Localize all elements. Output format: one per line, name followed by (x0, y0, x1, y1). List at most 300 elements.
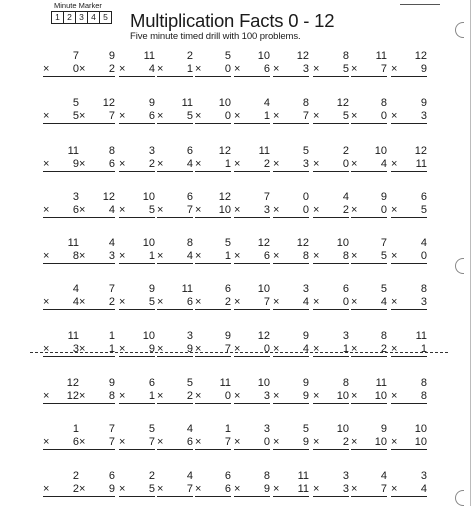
problem-multiplier: 2 (186, 390, 193, 402)
page-edge (470, 0, 471, 506)
problem-multiplier-row (195, 63, 231, 77)
multiplication-problem (391, 377, 427, 404)
multiply-sign: × (391, 204, 398, 216)
problem-multiplier-row (313, 110, 349, 124)
problem-multiplier-row (157, 390, 193, 404)
multiply-sign: × (119, 436, 126, 448)
multiply-sign: × (351, 158, 358, 170)
minute-marker-box[interactable]: 4 (87, 12, 99, 23)
multiplication-problem (391, 330, 427, 357)
problem-multiplier-row (79, 343, 115, 357)
problem-multiplicand: 10 (257, 377, 270, 389)
problem-multiplier-row (119, 343, 155, 357)
problem-multiplier: 5 (186, 110, 193, 122)
problem-multiplier-row (157, 343, 193, 357)
problem-multiplicand: 10 (414, 423, 427, 435)
multiplication-problem (273, 145, 309, 172)
problem-multiplicand: 4 (420, 237, 427, 249)
problem-multiplicand: 3 (72, 191, 79, 203)
problem-multiplicand: 1 (72, 423, 79, 435)
minute-marker-box[interactable]: 1 (55, 12, 60, 22)
problem-multiplicand: 6 (148, 377, 155, 389)
problem-multiplier: 9 (302, 436, 309, 448)
problem-multiplier: 3 (420, 110, 427, 122)
problem-multiplier-row (119, 204, 155, 218)
problem-multiplier-row (391, 158, 427, 172)
problem-multiplier-row (273, 110, 309, 124)
problem-multiplier: 6 (108, 158, 115, 170)
problem-multiplier: 10 (218, 204, 231, 216)
problem-multiplicand: 7 (72, 50, 79, 62)
problem-multiplier-row (351, 110, 387, 124)
multiplication-problem (273, 97, 309, 124)
multiply-sign: × (157, 296, 164, 308)
multiply-sign: × (351, 250, 358, 262)
problem-multiplicand: 11 (67, 145, 79, 157)
problem-multiplicand: 2 (148, 470, 155, 482)
multiplication-problem (43, 330, 79, 357)
problem-multiplier: 2 (342, 204, 349, 216)
problem-multiplier: 1 (342, 343, 349, 355)
problem-multiplier: 3 (263, 204, 270, 216)
problem-multiplier: 1 (148, 390, 155, 402)
multiplication-problem (79, 50, 115, 77)
multiplication-problem (313, 377, 349, 404)
multiply-sign: × (273, 158, 280, 170)
problem-multiplier: 4 (148, 63, 155, 75)
multiply-sign: × (234, 63, 241, 75)
problem-multiplicand: 0 (302, 191, 309, 203)
problem-multiplier: 7 (302, 110, 309, 122)
problem-multiplier: 8 (342, 250, 349, 262)
multiply-sign: × (273, 390, 280, 402)
problem-multiplicand: 10 (257, 283, 270, 295)
problem-multiplicand: 6 (186, 145, 193, 157)
problem-multiplier-row (351, 204, 387, 218)
multiplication-problem (195, 423, 231, 450)
multiplication-problem (79, 145, 115, 172)
problem-multiplicand: 8 (380, 330, 387, 342)
problem-multiplicand: 12 (414, 145, 427, 157)
problem-multiplier-row (391, 343, 427, 357)
problem-multiplier-row (119, 250, 155, 264)
problem-multiplier: 3 (302, 63, 309, 75)
multiplication-problem (195, 283, 231, 310)
problem-multiplier: 6 (263, 63, 270, 75)
multiplication-problem (157, 50, 193, 77)
problem-multiplier-row (79, 63, 115, 77)
multiply-sign: × (273, 63, 280, 75)
multiplication-problem (391, 97, 427, 124)
multiplication-problem (273, 237, 309, 264)
multiply-sign: × (351, 204, 358, 216)
multiply-sign: × (313, 343, 320, 355)
problem-multiplicand: 11 (375, 50, 387, 62)
problem-multiplicand: 8 (302, 97, 309, 109)
multiply-sign: × (43, 343, 50, 355)
multiplication-problem (273, 423, 309, 450)
problem-multiplier: 4 (302, 296, 309, 308)
problem-multiplier-row (119, 63, 155, 77)
multiply-sign: × (119, 390, 126, 402)
multiply-sign: × (119, 158, 126, 170)
multiplication-problem (43, 283, 79, 310)
multiplication-problem (273, 470, 309, 497)
problem-multiplier: 1 (224, 158, 231, 170)
problem-multiplicand: 12 (257, 237, 270, 249)
problem-multiplicand: 11 (258, 145, 270, 157)
multiply-sign: × (234, 483, 241, 495)
problem-multiplicand: 2 (186, 50, 193, 62)
problem-multiplier: 8 (420, 390, 427, 402)
problem-multiplicand: 12 (414, 50, 427, 62)
multiply-sign: × (234, 390, 241, 402)
problem-multiplier: 3 (108, 250, 115, 262)
problem-multiplier: 8 (108, 390, 115, 402)
problem-multiplier-row (273, 250, 309, 264)
problem-multiplicand: 7 (263, 191, 270, 203)
problem-multiplier: 2 (342, 436, 349, 448)
problem-multiplier-row (157, 483, 193, 497)
problem-multiplier-row (79, 390, 115, 404)
corner-line (400, 0, 440, 5)
problem-multiplier: 7 (380, 63, 387, 75)
minute-marker-boxes (51, 11, 112, 24)
problem-multiplier-row (119, 483, 155, 497)
multiply-sign: × (79, 250, 86, 262)
multiplication-problem (195, 470, 231, 497)
problem-multiplier: 5 (148, 296, 155, 308)
problem-multiplicand: 4 (186, 423, 193, 435)
problem-multiplicand: 9 (420, 97, 427, 109)
multiplication-problem (351, 97, 387, 124)
multiplication-problem (195, 145, 231, 172)
multiplication-problem (79, 423, 115, 450)
problem-multiplier: 7 (224, 343, 231, 355)
problem-multiplier-row (43, 436, 79, 450)
problem-multiplicand: 7 (380, 237, 387, 249)
problem-multiplier: 7 (263, 296, 270, 308)
problem-multiplicand: 12 (66, 377, 79, 389)
multiply-sign: × (273, 296, 280, 308)
problem-multiplicand: 6 (224, 283, 231, 295)
problem-multiplier-row (79, 250, 115, 264)
multiply-sign: × (43, 110, 50, 122)
problem-multiplicand: 11 (181, 97, 193, 109)
problem-multiplier: 9 (108, 483, 115, 495)
multiply-sign: × (119, 343, 126, 355)
problem-multiplier-row (313, 63, 349, 77)
problem-multiplicand: 8 (186, 237, 193, 249)
problem-multiplier-row (234, 296, 270, 310)
problem-multiplier-row (195, 483, 231, 497)
problem-multiplicand: 2 (342, 145, 349, 157)
minute-marker-box[interactable]: 5 (99, 12, 111, 23)
problem-multiplicand: 3 (148, 145, 155, 157)
problem-multiplier-row (195, 343, 231, 357)
problem-multiplier: 1 (420, 343, 427, 355)
problem-multiplier: 4 (380, 296, 387, 308)
problem-multiplier: 3 (263, 390, 270, 402)
page-subtitle: Five minute timed drill with 100 problems. (130, 31, 301, 42)
problem-multiplier-row (273, 390, 309, 404)
problem-multiplier: 4 (302, 343, 309, 355)
problem-multiplier-row (313, 204, 349, 218)
problem-multiplicand: 11 (143, 50, 155, 62)
problem-multiplier-row (351, 343, 387, 357)
problem-multiplicand: 7 (108, 423, 115, 435)
multiply-sign: × (195, 204, 202, 216)
multiply-sign: × (119, 483, 126, 495)
multiplication-problem (195, 377, 231, 404)
problem-multiplier-row (313, 158, 349, 172)
problem-multiplier: 7 (380, 483, 387, 495)
problem-multiplicand: 10 (374, 145, 387, 157)
problem-multiplier-row (391, 483, 427, 497)
problem-multiplier: 6 (148, 110, 155, 122)
multiplication-problem (351, 330, 387, 357)
multiplication-problem (313, 237, 349, 264)
problem-multiplier: 0 (342, 158, 349, 170)
multiplication-problem (157, 377, 193, 404)
multiply-sign: × (79, 63, 86, 75)
problem-multiplier: 9 (148, 343, 155, 355)
multiply-sign: × (313, 110, 320, 122)
margin-arc-icon (455, 22, 464, 38)
problem-multiplier: 5 (380, 250, 387, 262)
problem-multiplier-row (313, 250, 349, 264)
problem-multiplicand: 11 (375, 377, 387, 389)
multiply-sign: × (234, 110, 241, 122)
problem-multiplicand: 9 (108, 50, 115, 62)
problem-multiplicand: 6 (420, 191, 427, 203)
problem-multiplier: 5 (72, 110, 79, 122)
problem-multiplier: 11 (415, 158, 427, 170)
multiply-sign: × (195, 483, 202, 495)
multiply-sign: × (157, 250, 164, 262)
problem-multiplier-row (79, 296, 115, 310)
problem-multiplier: 4 (420, 483, 427, 495)
multiply-sign: × (313, 250, 320, 262)
multiplication-problem (391, 191, 427, 218)
problem-multiplier: 7 (186, 483, 193, 495)
problem-multiplier-row (234, 63, 270, 77)
problem-multiplier-row (79, 204, 115, 218)
problem-multiplier-row (119, 110, 155, 124)
problem-multiplicand: 4 (342, 191, 349, 203)
multiply-sign: × (157, 343, 164, 355)
problem-multiplicand: 5 (72, 97, 79, 109)
minute-marker-label: Minute Marker (54, 1, 102, 10)
problem-multiplier-row (234, 204, 270, 218)
multiplication-problem (119, 283, 155, 310)
problem-multiplier-row (313, 390, 349, 404)
multiply-sign: × (157, 110, 164, 122)
problem-multiplicand: 8 (420, 283, 427, 295)
problem-multiplicand: 11 (297, 470, 309, 482)
multiply-sign: × (351, 110, 358, 122)
multiply-sign: × (157, 436, 164, 448)
problem-multiplicand: 11 (415, 330, 427, 342)
problem-multiplicand: 9 (380, 423, 387, 435)
problem-multiplier: 8 (72, 250, 79, 262)
problem-multiplicand: 4 (263, 97, 270, 109)
problem-multiplier-row (119, 436, 155, 450)
problem-multiplicand: 9 (108, 377, 115, 389)
problem-multiplier-row (351, 436, 387, 450)
problem-multiplier: 0 (420, 250, 427, 262)
multiply-sign: × (313, 158, 320, 170)
multiply-sign: × (313, 483, 320, 495)
multiply-sign: × (391, 483, 398, 495)
problem-multiplier-row (234, 250, 270, 264)
multiplication-problem (157, 145, 193, 172)
problem-multiplicand: 3 (302, 283, 309, 295)
multiply-sign: × (43, 250, 50, 262)
problem-multiplicand: 6 (342, 283, 349, 295)
multiplication-problem (79, 330, 115, 357)
multiplication-problem (234, 50, 270, 77)
problem-multiplier: 0 (380, 204, 387, 216)
problem-multiplier: 2 (224, 296, 231, 308)
problem-multiplier: 0 (263, 436, 270, 448)
multiplication-problem (313, 50, 349, 77)
multiplication-problem (195, 97, 231, 124)
multiplication-problem (43, 191, 79, 218)
problem-multiplier-row (234, 158, 270, 172)
multiply-sign: × (119, 63, 126, 75)
multiplication-problem (157, 423, 193, 450)
minute-marker-box[interactable]: 3 (75, 12, 87, 23)
problem-multiplier-row (351, 296, 387, 310)
problem-multiplier: 7 (108, 436, 115, 448)
problem-multiplicand: 9 (380, 191, 387, 203)
problem-multiplier: 3 (420, 296, 427, 308)
minute-marker-box[interactable]: 2 (63, 12, 75, 23)
multiply-sign: × (273, 343, 280, 355)
problem-multiplicand: 6 (186, 191, 193, 203)
multiply-sign: × (157, 63, 164, 75)
problem-multiplier: 2 (148, 158, 155, 170)
multiply-sign: × (79, 110, 86, 122)
problem-multiplier-row (234, 110, 270, 124)
multiply-sign: × (234, 204, 241, 216)
problem-multiplicand: 9 (224, 330, 231, 342)
multiply-sign: × (43, 436, 50, 448)
multiplication-problem (157, 283, 193, 310)
problem-multiplier-row (351, 158, 387, 172)
multiply-sign: × (351, 436, 358, 448)
multiplication-problem (195, 191, 231, 218)
multiplication-problem (391, 470, 427, 497)
problem-multiplier-row (79, 483, 115, 497)
multiplication-problem (119, 145, 155, 172)
problem-multiplicand: 10 (142, 191, 155, 203)
multiply-sign: × (195, 110, 202, 122)
multiplication-problem (234, 145, 270, 172)
multiplication-problem (273, 377, 309, 404)
problem-multiplier-row (43, 483, 79, 497)
multiplication-problem (351, 470, 387, 497)
problem-multiplier: 4 (380, 158, 387, 170)
problem-multiplicand: 12 (296, 237, 309, 249)
multiply-sign: × (234, 158, 241, 170)
multiply-sign: × (273, 110, 280, 122)
problem-multiplier: 1 (186, 63, 193, 75)
problem-multiplier-row (157, 158, 193, 172)
problem-multiplier: 1 (263, 110, 270, 122)
multiply-sign: × (79, 436, 86, 448)
problem-multiplier: 1 (224, 250, 231, 262)
multiply-sign: × (119, 250, 126, 262)
problem-multiplier-row (273, 158, 309, 172)
problem-multiplier: 2 (263, 158, 270, 170)
multiply-sign: × (43, 296, 50, 308)
multiplication-problem (391, 50, 427, 77)
multiplication-problem (234, 423, 270, 450)
problem-multiplicand: 7 (108, 283, 115, 295)
multiply-sign: × (43, 158, 50, 170)
multiplication-problem (157, 237, 193, 264)
problem-multiplier: 3 (302, 158, 309, 170)
problem-multiplier: 6 (72, 436, 79, 448)
multiplication-problem (79, 470, 115, 497)
multiplication-problem (195, 330, 231, 357)
problem-multiplicand: 9 (148, 283, 155, 295)
multiply-sign: × (157, 483, 164, 495)
multiplication-problem (273, 283, 309, 310)
problem-multiplier-row (273, 63, 309, 77)
problem-multiplicand: 1 (224, 423, 231, 435)
multiply-sign: × (351, 483, 358, 495)
problem-multiplier-row (391, 390, 427, 404)
problem-multiplicand: 3 (186, 330, 193, 342)
multiply-sign: × (119, 296, 126, 308)
problem-multiplier-row (234, 436, 270, 450)
multiplication-problem (313, 97, 349, 124)
multiplication-problem (351, 423, 387, 450)
multiply-sign: × (391, 390, 398, 402)
multiplication-problem (195, 237, 231, 264)
multiplication-problem (43, 145, 79, 172)
multiply-sign: × (313, 63, 320, 75)
problem-multiplier: 7 (186, 204, 193, 216)
problem-multiplicand: 1 (108, 330, 115, 342)
problem-multiplier: 9 (72, 158, 79, 170)
problem-multiplicand: 6 (108, 470, 115, 482)
problem-multiplicand: 4 (186, 470, 193, 482)
problem-multiplier: 0 (224, 63, 231, 75)
problem-multiplier: 5 (342, 63, 349, 75)
problem-multiplier: 4 (108, 204, 115, 216)
margin-arc-icon (455, 490, 464, 506)
problem-multiplier: 7 (148, 436, 155, 448)
problem-multiplier: 1 (108, 343, 115, 355)
problem-multiplier: 2 (108, 63, 115, 75)
multiplication-problem (119, 423, 155, 450)
multiplication-problem (119, 377, 155, 404)
problem-multiplier-row (195, 158, 231, 172)
multiplication-problem (119, 97, 155, 124)
problem-multiplicand: 9 (148, 97, 155, 109)
problem-multiplier-row (157, 204, 193, 218)
problem-multiplier-row (79, 436, 115, 450)
problem-multiplier-row (391, 110, 427, 124)
multiplication-problem (234, 97, 270, 124)
multiply-sign: × (234, 343, 241, 355)
multiply-sign: × (391, 250, 398, 262)
multiplication-problem (313, 423, 349, 450)
